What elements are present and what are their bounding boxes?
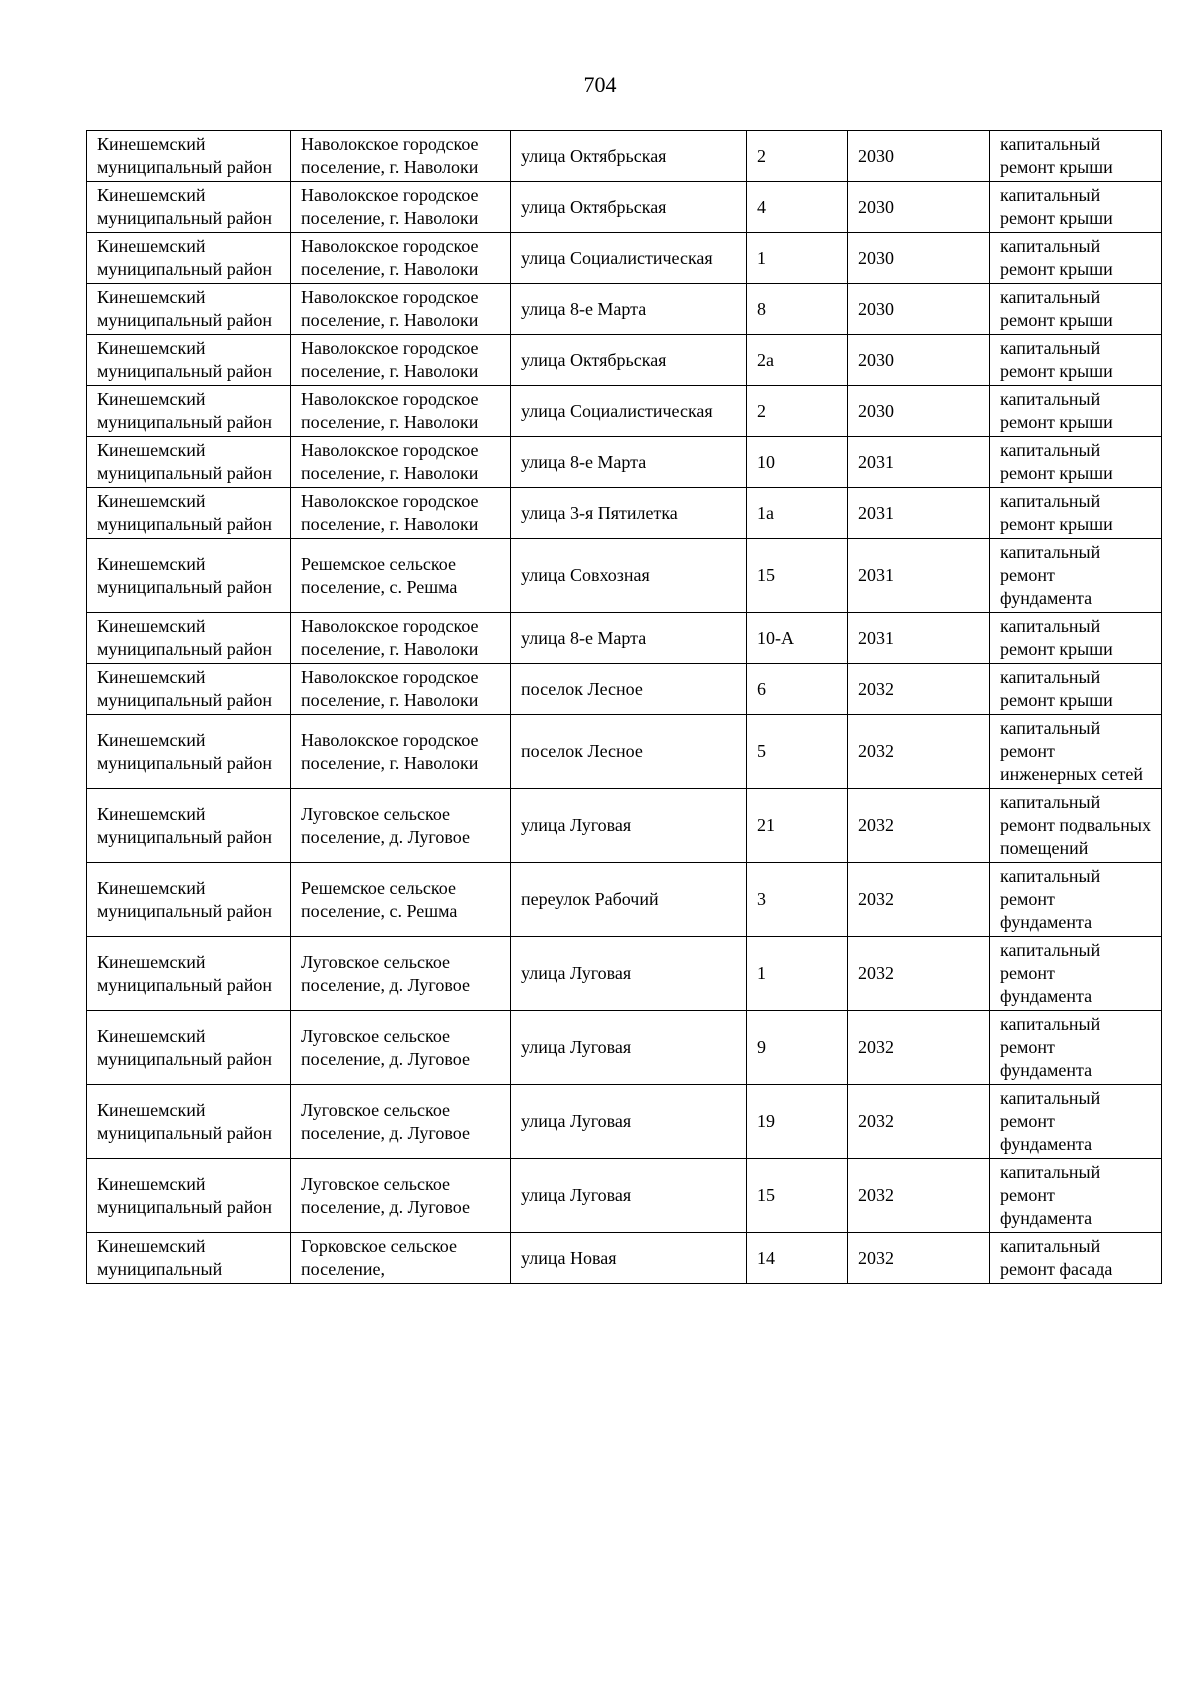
house-number-cell: 2: [747, 131, 848, 182]
page-number: 704: [583, 72, 617, 97]
table-row: [87, 1011, 1162, 1085]
house-number-cell: 14: [747, 1233, 848, 1284]
table-row: [87, 539, 1162, 613]
district-cell: Кинешемский муниципальный район: [87, 863, 291, 937]
district-cell: Кинешемский муниципальный район: [87, 488, 291, 539]
street-cell: улица Луговая: [511, 1011, 747, 1085]
house-number-cell: 1: [747, 233, 848, 284]
table-row: [87, 613, 1162, 664]
year-cell: 2032: [848, 1011, 990, 1085]
street-cell: улица Социалистическая: [511, 233, 747, 284]
district-cell: Кинешемский муниципальный район: [87, 182, 291, 233]
district-cell: Кинешемский муниципальный район: [87, 335, 291, 386]
house-number-cell: 15: [747, 539, 848, 613]
street-cell: улица 3-я Пятилетка: [511, 488, 747, 539]
work-type-cell: капитальный ремонт крыши: [990, 233, 1162, 284]
work-type-cell: капитальный ремонт фундамента: [990, 1011, 1162, 1085]
registry-table: [86, 130, 1162, 1284]
table-row: [87, 233, 1162, 284]
table-row: [87, 664, 1162, 715]
year-cell: 2032: [848, 715, 990, 789]
house-number-cell: 8: [747, 284, 848, 335]
district-cell: Кинешемский муниципальный район: [87, 715, 291, 789]
street-cell: улица Совхозная: [511, 539, 747, 613]
settlement-cell: Решемское сельское поселение, с. Решма: [291, 539, 511, 613]
settlement-cell: Луговское сельское поселение, д. Луговое: [291, 1011, 511, 1085]
house-number-cell: 4: [747, 182, 848, 233]
work-type-cell: капитальный ремонт фундамента: [990, 1085, 1162, 1159]
street-cell: улица 8-е Марта: [511, 437, 747, 488]
street-cell: улица Луговая: [511, 1159, 747, 1233]
street-cell: поселок Лесное: [511, 715, 747, 789]
street-cell: улица Социалистическая: [511, 386, 747, 437]
house-number-cell: 5: [747, 715, 848, 789]
settlement-cell: Луговское сельское поселение, д. Луговое: [291, 1085, 511, 1159]
district-cell: Кинешемский муниципальный: [87, 1233, 291, 1284]
street-cell: переулок Рабочий: [511, 863, 747, 937]
street-cell: улица 8-е Марта: [511, 613, 747, 664]
street-cell: улица Луговая: [511, 1085, 747, 1159]
table-row: [87, 789, 1162, 863]
house-number-cell: 1а: [747, 488, 848, 539]
table-row: [87, 1085, 1162, 1159]
year-cell: 2031: [848, 539, 990, 613]
settlement-cell: Наволокское городское поселение, г. Наволоки: [291, 335, 511, 386]
year-cell: 2031: [848, 488, 990, 539]
work-type-cell: капитальный ремонт крыши: [990, 131, 1162, 182]
year-cell: 2032: [848, 937, 990, 1011]
table-row: [87, 937, 1162, 1011]
settlement-cell: Наволокское городское поселение, г. Наволоки: [291, 284, 511, 335]
house-number-cell: 3: [747, 863, 848, 937]
settlement-cell: Наволокское городское поселение, г. Наволоки: [291, 613, 511, 664]
settlement-cell: Наволокское городское поселение, г. Наволоки: [291, 233, 511, 284]
settlement-cell: Наволокское городское поселение, г. Наволоки: [291, 386, 511, 437]
settlement-cell: Луговское сельское поселение, д. Луговое: [291, 1159, 511, 1233]
table-row: [87, 437, 1162, 488]
district-cell: Кинешемский муниципальный район: [87, 1159, 291, 1233]
house-number-cell: 10: [747, 437, 848, 488]
settlement-cell: Наволокское городское поселение, г. Наволоки: [291, 437, 511, 488]
house-number-cell: 6: [747, 664, 848, 715]
settlement-cell: Наволокское городское поселение, г. Наволоки: [291, 182, 511, 233]
settlement-cell: Наволокское городское поселение, г. Наволоки: [291, 664, 511, 715]
house-number-cell: 2: [747, 386, 848, 437]
table-row: [87, 335, 1162, 386]
house-number-cell: 10-А: [747, 613, 848, 664]
district-cell: Кинешемский муниципальный район: [87, 233, 291, 284]
district-cell: Кинешемский муниципальный район: [87, 284, 291, 335]
year-cell: 2030: [848, 335, 990, 386]
table-row: [87, 182, 1162, 233]
street-cell: улица Новая: [511, 1233, 747, 1284]
work-type-cell: капитальный ремонт крыши: [990, 664, 1162, 715]
year-cell: 2030: [848, 131, 990, 182]
year-cell: 2030: [848, 182, 990, 233]
district-cell: Кинешемский муниципальный район: [87, 131, 291, 182]
work-type-cell: капитальный ремонт крыши: [990, 437, 1162, 488]
year-cell: 2030: [848, 284, 990, 335]
settlement-cell: Наволокское городское поселение, г. Наволоки: [291, 488, 511, 539]
district-cell: Кинешемский муниципальный район: [87, 937, 291, 1011]
work-type-cell: капитальный ремонт крыши: [990, 335, 1162, 386]
work-type-cell: капитальный ремонт крыши: [990, 613, 1162, 664]
street-cell: улица Луговая: [511, 937, 747, 1011]
house-number-cell: 1: [747, 937, 848, 1011]
work-type-cell: капитальный ремонт фасада: [990, 1233, 1162, 1284]
district-cell: Кинешемский муниципальный район: [87, 789, 291, 863]
house-number-cell: 9: [747, 1011, 848, 1085]
year-cell: 2030: [848, 233, 990, 284]
house-number-cell: 2а: [747, 335, 848, 386]
district-cell: Кинешемский муниципальный район: [87, 539, 291, 613]
year-cell: 2032: [848, 1159, 990, 1233]
work-type-cell: капитальный ремонт крыши: [990, 386, 1162, 437]
work-type-cell: капитальный ремонт фундамента: [990, 863, 1162, 937]
street-cell: улица Луговая: [511, 789, 747, 863]
table-row: [87, 284, 1162, 335]
street-cell: улица Октябрьская: [511, 131, 747, 182]
work-type-cell: капитальный ремонт подвальных помещений: [990, 789, 1162, 863]
street-cell: улица Октябрьская: [511, 335, 747, 386]
district-cell: Кинешемский муниципальный район: [87, 664, 291, 715]
street-cell: улица Октябрьская: [511, 182, 747, 233]
house-number-cell: 21: [747, 789, 848, 863]
year-cell: 2031: [848, 437, 990, 488]
work-type-cell: капитальный ремонт фундамента: [990, 1159, 1162, 1233]
work-type-cell: капитальный ремонт фундамента: [990, 539, 1162, 613]
settlement-cell: Луговское сельское поселение, д. Луговое: [291, 937, 511, 1011]
table-row: [87, 131, 1162, 182]
year-cell: 2032: [848, 1085, 990, 1159]
table-row: [87, 488, 1162, 539]
district-cell: Кинешемский муниципальный район: [87, 386, 291, 437]
year-cell: 2032: [848, 863, 990, 937]
house-number-cell: 19: [747, 1085, 848, 1159]
settlement-cell: Горковское сельское поселение,: [291, 1233, 511, 1284]
year-cell: 2032: [848, 1233, 990, 1284]
district-cell: Кинешемский муниципальный район: [87, 1011, 291, 1085]
district-cell: Кинешемский муниципальный район: [87, 1085, 291, 1159]
year-cell: 2031: [848, 613, 990, 664]
work-type-cell: капитальный ремонт крыши: [990, 284, 1162, 335]
work-type-cell: капитальный ремонт крыши: [990, 182, 1162, 233]
street-cell: улица 8-е Марта: [511, 284, 747, 335]
table-row: [87, 863, 1162, 937]
settlement-cell: Луговское сельское поселение, д. Луговое: [291, 789, 511, 863]
street-cell: поселок Лесное: [511, 664, 747, 715]
work-type-cell: капитальный ремонт фундамента: [990, 937, 1162, 1011]
year-cell: 2032: [848, 789, 990, 863]
table-row: [87, 715, 1162, 789]
settlement-cell: Решемское сельское поселение, с. Решма: [291, 863, 511, 937]
district-cell: Кинешемский муниципальный район: [87, 437, 291, 488]
registry-table-body: [87, 131, 1162, 1284]
house-number-cell: 15: [747, 1159, 848, 1233]
district-cell: Кинешемский муниципальный район: [87, 613, 291, 664]
year-cell: 2032: [848, 664, 990, 715]
work-type-cell: капитальный ремонт инженерных сетей: [990, 715, 1162, 789]
settlement-cell: Наволокское городское поселение, г. Наволоки: [291, 131, 511, 182]
table-row: [87, 1233, 1162, 1284]
table-row: [87, 1159, 1162, 1233]
year-cell: 2030: [848, 386, 990, 437]
settlement-cell: Наволокское городское поселение, г. Наволоки: [291, 715, 511, 789]
work-type-cell: капитальный ремонт крыши: [990, 488, 1162, 539]
table-row: [87, 386, 1162, 437]
